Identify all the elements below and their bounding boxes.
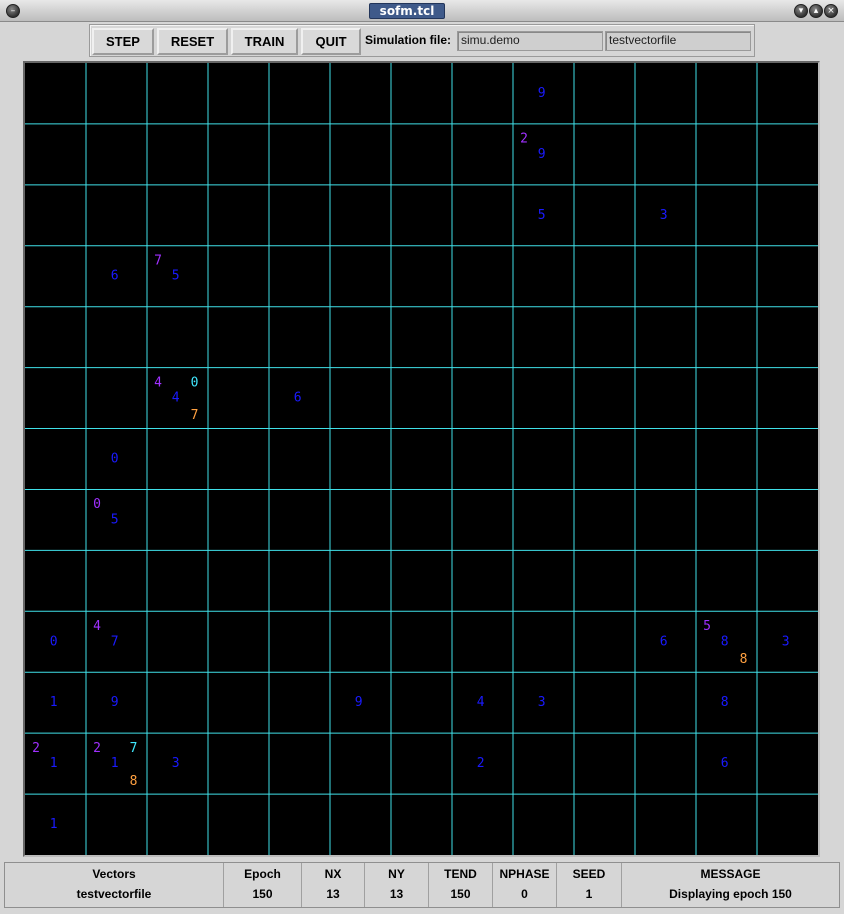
map-label: 1 xyxy=(110,756,119,772)
tend-value: 150 xyxy=(450,887,471,901)
map-label: 0 xyxy=(110,451,119,467)
map-label: 7 xyxy=(190,408,199,424)
status-nx xyxy=(302,863,365,907)
map-label: 8 xyxy=(720,695,729,711)
map-label: 3 xyxy=(171,756,180,772)
map-label: 1 xyxy=(49,817,58,833)
map-label: 7 xyxy=(129,740,138,756)
status-ny xyxy=(365,863,429,907)
map-label: 4 xyxy=(171,390,180,406)
map-label: 2 xyxy=(520,131,528,147)
maximize-icon[interactable]: ▴ xyxy=(809,4,823,18)
map-label: 9 xyxy=(537,85,546,101)
map-label: 6 xyxy=(720,756,729,772)
status-tend xyxy=(429,863,493,907)
map-label: 3 xyxy=(781,634,790,650)
quit-button[interactable]: QUIT xyxy=(301,28,361,55)
title-bar xyxy=(0,0,844,22)
map-label: 6 xyxy=(293,390,302,406)
epoch-value: 150 xyxy=(252,887,273,901)
step-button[interactable]: STEP xyxy=(92,28,154,55)
map-label: 9 xyxy=(110,695,119,711)
map-label: 9 xyxy=(537,146,546,162)
status-seed xyxy=(557,863,622,907)
map-label: 8 xyxy=(720,634,729,650)
status-message xyxy=(622,863,839,907)
epoch-header: Epoch xyxy=(244,867,281,881)
train-button[interactable]: TRAIN xyxy=(231,28,298,55)
tend-header: TEND xyxy=(444,867,477,881)
sim-file-input[interactable]: simu.demo xyxy=(457,31,603,51)
toolbar xyxy=(89,24,755,57)
map-label: 3 xyxy=(537,695,546,711)
map-label: 0 xyxy=(49,634,58,650)
map-label: 2 xyxy=(32,740,40,756)
map-label: 9 xyxy=(354,695,363,711)
status-vectors xyxy=(5,863,224,907)
map-label: 7 xyxy=(154,253,162,269)
map-label: 6 xyxy=(659,634,668,650)
map-label: 2 xyxy=(476,756,485,772)
map-background xyxy=(25,63,818,855)
test-file-input[interactable]: testvectorfile xyxy=(605,31,751,51)
map-label: 2 xyxy=(93,740,101,756)
map-label: 4 xyxy=(93,619,101,635)
nphase-header: NPHASE xyxy=(499,867,550,881)
map-label: 7 xyxy=(110,634,119,650)
status-epoch xyxy=(224,863,302,907)
map-label: 0 xyxy=(93,497,101,513)
sofm-map[interactable] xyxy=(25,63,818,855)
ny-value: 13 xyxy=(389,887,404,901)
vectors-value: testvectorfile xyxy=(76,887,152,901)
map-label: 5 xyxy=(171,268,180,284)
nx-header: NX xyxy=(324,867,342,881)
map-label: 6 xyxy=(110,268,119,284)
map-label: 0 xyxy=(190,375,199,391)
message-value: Displaying epoch 150 xyxy=(669,887,792,901)
window-menu-icon[interactable]: – xyxy=(6,4,20,18)
map-label: 5 xyxy=(110,512,119,528)
map-label: 4 xyxy=(476,695,485,711)
close-icon[interactable]: × xyxy=(824,4,838,18)
map-label: 5 xyxy=(703,619,711,635)
status-table xyxy=(4,862,840,908)
seed-value: 1 xyxy=(585,887,593,901)
nx-value: 13 xyxy=(326,887,340,901)
map-label: 3 xyxy=(659,207,668,223)
map-label: 4 xyxy=(154,375,162,391)
map-label: 1 xyxy=(49,695,58,711)
map-canvas-frame xyxy=(23,61,820,857)
vectors-header: Vectors xyxy=(92,867,136,881)
reset-button[interactable]: RESET xyxy=(157,28,228,55)
ny-header: NY xyxy=(388,867,405,881)
nphase-value: 0 xyxy=(521,887,528,901)
window-title: sofm.tcl xyxy=(369,3,445,19)
message-header: MESSAGE xyxy=(700,867,761,881)
seed-header: SEED xyxy=(572,867,606,881)
sim-file-label: Simulation file: xyxy=(365,33,452,47)
map-label: 8 xyxy=(739,651,748,667)
minimize-icon[interactable]: ▾ xyxy=(794,4,808,18)
map-label: 8 xyxy=(129,773,138,789)
status-nphase xyxy=(493,863,557,907)
map-label: 1 xyxy=(49,756,58,772)
map-label: 5 xyxy=(537,207,546,223)
sofm-map-svg xyxy=(25,63,818,855)
